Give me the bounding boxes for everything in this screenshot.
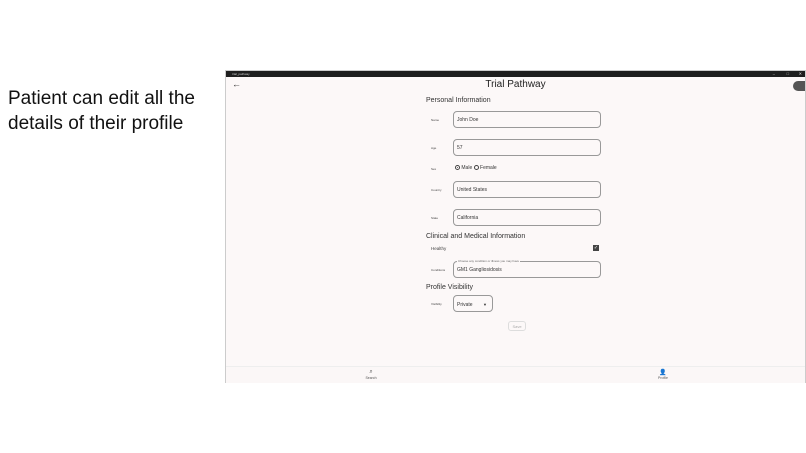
bottom-nav (226, 366, 805, 383)
state-input[interactable]: California (453, 209, 601, 226)
country-label: Country (431, 188, 442, 192)
window-title: trial_pathway (232, 72, 250, 76)
visibility-value: Private (457, 302, 473, 308)
healthy-checkbox[interactable]: ✓ (593, 245, 599, 251)
dropdown-arrow-icon: ▼ (483, 302, 487, 307)
save-button[interactable]: Save (508, 321, 526, 331)
visibility-heading: Profile Visibility (426, 284, 473, 291)
sex-radio-group (455, 165, 497, 171)
slide-caption: Patient can edit all the details of their profile (8, 88, 195, 134)
name-label: Name (431, 118, 440, 122)
maximize-button[interactable]: □ (786, 71, 789, 76)
nav-search-label: Search (365, 376, 377, 380)
radio-female-label: Female (480, 165, 497, 171)
visibility-dropdown[interactable] (453, 295, 493, 312)
minimize-button[interactable]: – (772, 71, 775, 76)
radio-male[interactable] (455, 165, 460, 170)
sex-label: Sex (431, 167, 437, 171)
personal-info-heading: Personal Information (426, 97, 491, 104)
conditions-input[interactable] (453, 261, 601, 278)
radio-male-label: Male (461, 165, 473, 171)
age-label: Age (431, 146, 437, 150)
page-title: Trial Pathway (485, 79, 546, 90)
visibility-label: Visibility (431, 302, 442, 306)
nav-search[interactable] (356, 369, 386, 380)
close-button[interactable]: ✕ (798, 71, 802, 76)
conditions-value: GM1 Gangliosidosis (457, 267, 502, 273)
conditions-label: Conditions (431, 268, 446, 272)
nav-profile[interactable] (648, 369, 678, 380)
nav-profile-label: Profile (658, 376, 668, 380)
app-bar (226, 77, 805, 93)
app-window (225, 70, 806, 383)
country-input[interactable]: United States (453, 181, 601, 198)
clinical-info-heading: Clinical and Medical Information (426, 233, 526, 240)
radio-female[interactable] (474, 165, 479, 170)
age-input[interactable]: 57 (453, 139, 601, 156)
person-icon: 👤 (659, 370, 667, 376)
state-label: State (431, 216, 439, 220)
name-input[interactable]: John Doe (453, 111, 601, 128)
avatar[interactable] (793, 81, 805, 91)
healthy-label: Healthy (431, 246, 447, 251)
search-icon: ⌕ (369, 369, 373, 375)
conditions-hint: Choose any condition or illness you may have (458, 259, 520, 263)
back-arrow-icon[interactable]: ← (232, 79, 241, 89)
